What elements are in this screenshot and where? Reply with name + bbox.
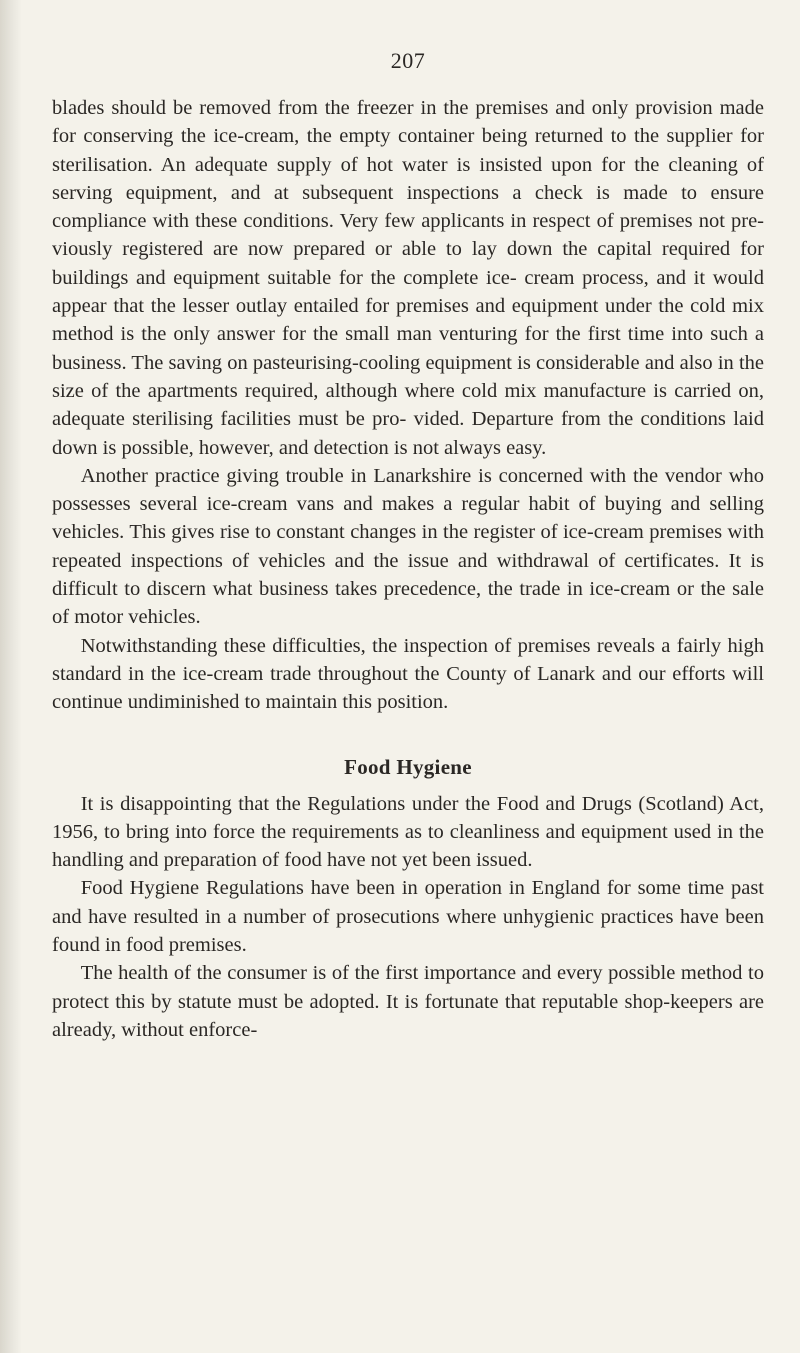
paragraph: Notwithstanding these difficulties, the inspection of premises reveals a fairly high standard in the ice-cream trade throughout the County of Lanark and our efforts will continue undiminished to maintain this position. — [52, 634, 764, 714]
paragraph: The health of the consumer is of the first importance and every possible method to protect this by statute must be adopted. It is fortunate that reputable shop-keepers are already, without enforce- — [52, 962, 764, 1041]
page-edge-shadow — [0, 0, 22, 1353]
paragraph: Another practice giving trouble in Lanarkshire is concerned with the vendor who possesses several ice-cream vans and makes a regular habit of buying and selling vehicles. This gives rise to constant changes in the register of ice-cream premises with repeated inspections of vehicles and the issue and withdrawal of certificates. It is difficult to discern what business takes precedence, the trade in ice-cream or the sale of motor vehicles. — [52, 464, 764, 629]
page-number: 207 — [390, 48, 426, 73]
paragraph: blades should be removed from the freezer in the premises and only provision made for conserving the ice-cream, the empty container being returned to the supplier for sterilisation. An adequate supply of hot water is insisted upon for the cleaning of serving equipment, and at subsequent inspections a check is made to ensure compliance with these conditions. Very few applicants in respect of premises not pre- viously registered are now prepared or able to lay down the capital required for buildings and equipment suitable for the complete ice- cream process, and it would appear that the lesser outlay entailed for premises and equipment under the cold mix method is the only answer for the small man venturing for the first time into such a business. The saving on pasteurising-cooling equipment is considerable and also in the size of the apartments required, although where cold mix manufacture is carried on, adequate sterilising facilities must be pro- vided. Departure from the conditions laid down is possible, however, and detection is not always easy. — [52, 97, 764, 459]
paragraph: It is disappointing that the Regulations under the Food and Drugs (Scotland) Act, 1956, to bring into force the requirements as to cleanliness and equipment used in the handling and preparation of food have not yet been issued. — [52, 792, 764, 872]
section-heading: Food Hygiene — [344, 754, 472, 779]
paragraph: Food Hygiene Regulations have been in operation in England for some time past and have resulted in a number of prosecutions where unhygienic practices have been found in food premises. — [52, 877, 764, 957]
document-page — [52, 48, 764, 1044]
